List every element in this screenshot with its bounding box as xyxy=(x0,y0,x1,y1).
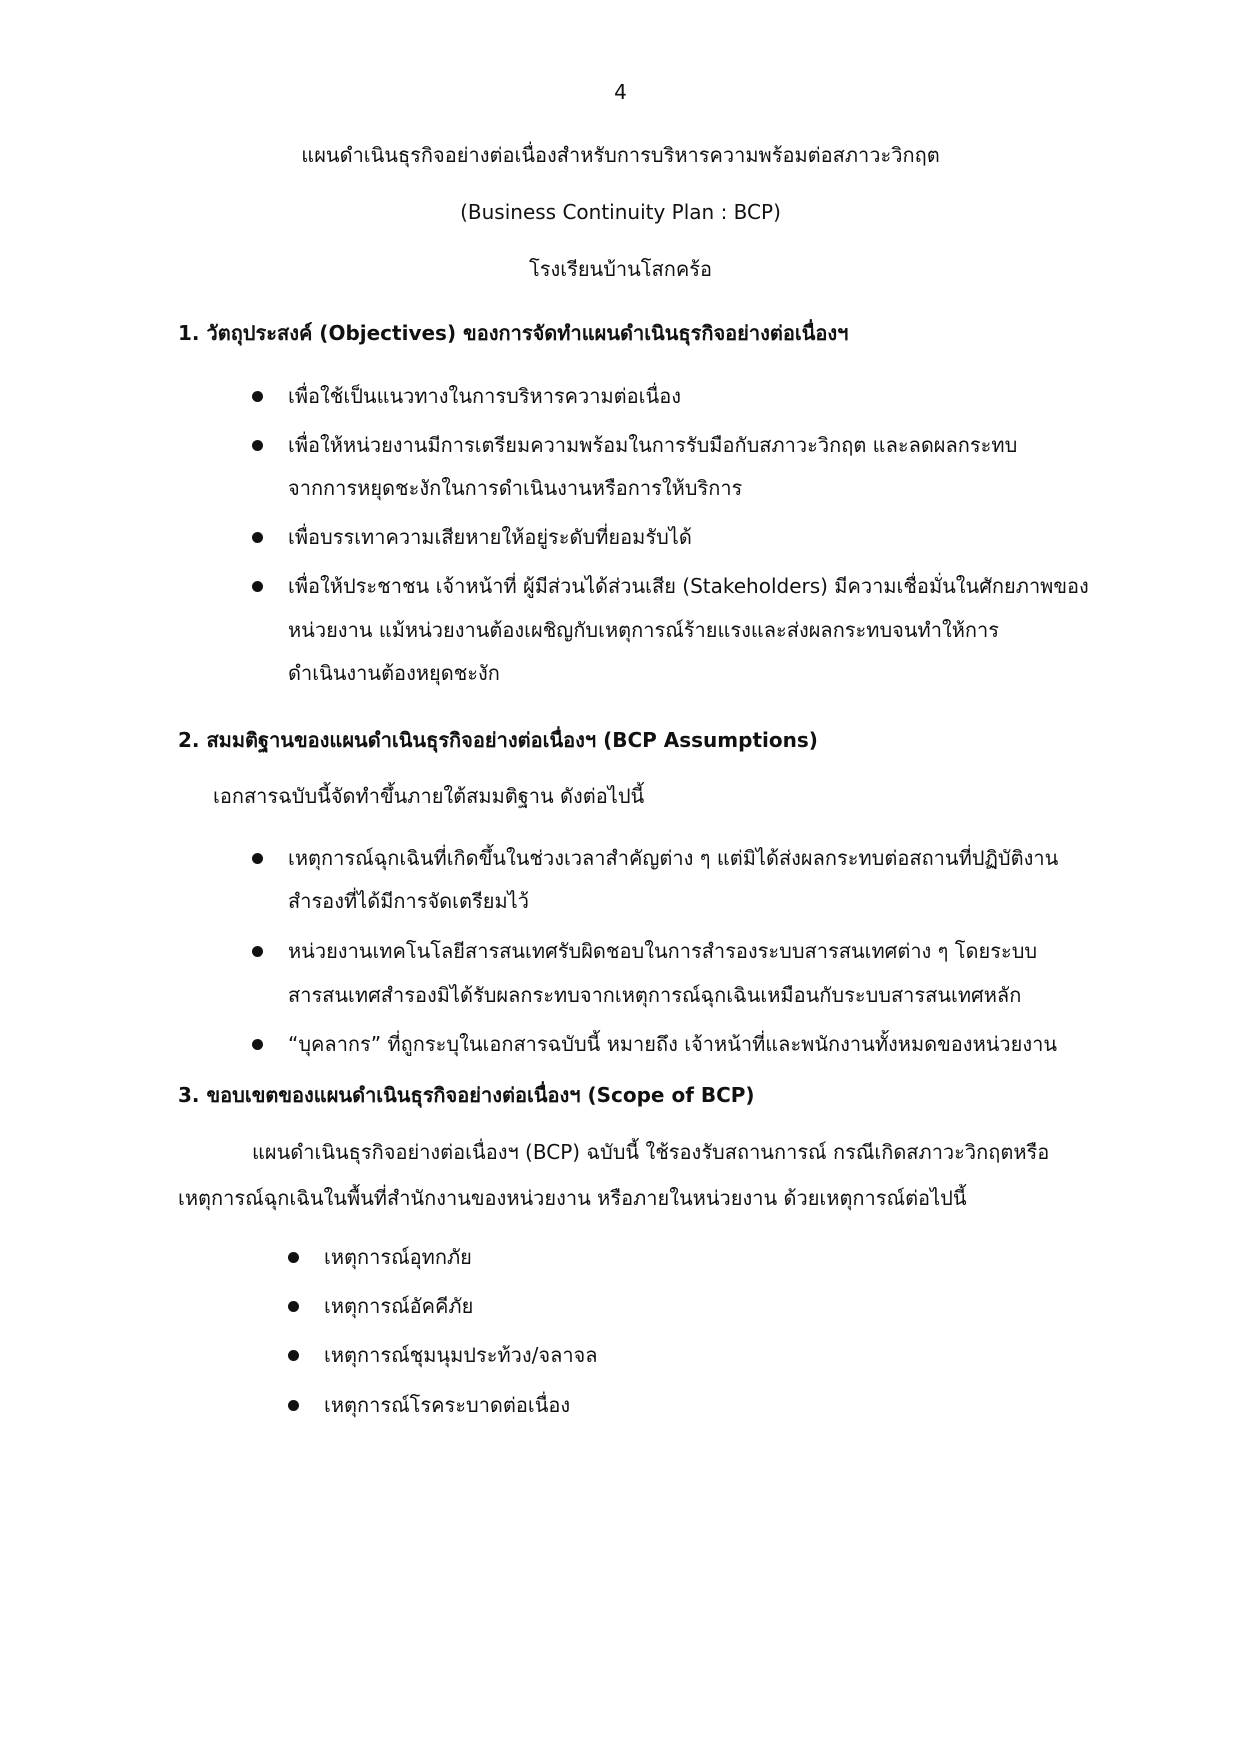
list-item-text: เพื่อให้หน่วยงานมีการเตรียมความพร้อมในการรับมือกับสภาวะวิกฤต และลดผลกระทบ xyxy=(288,433,1018,457)
list-item-text: เหตุการณ์ชุมนุมประท้วง/จลาจล xyxy=(324,1343,598,1367)
list-item-text: เหตุการณ์อัคคีภัย xyxy=(324,1294,474,1318)
list-item-text: สำรองที่ได้มีการจัดเตรียมไว้ xyxy=(288,889,529,913)
list-item-text: เหตุการณ์โรคระบาดต่อเนื่อง xyxy=(324,1393,571,1417)
list-item-text: เหตุการณ์ฉุกเฉินที่เกิดขึ้นในช่วงเวลาสำคัญต่าง ๆ แต่มิได้ส่งผลกระทบต่อสถานที่ปฏิบัติงาน xyxy=(288,846,1059,870)
bullet-icon xyxy=(288,1301,299,1312)
bullet-icon xyxy=(288,1400,299,1411)
list-item-text: หน่วยงาน แม้หน่วยงานต้องเผชิญกับเหตุการณ์ร้ายแรงและส่งผลกระทบจนทำให้การ xyxy=(288,618,999,642)
list-item-text: ดำเนินงานต้องหยุดชะงัก xyxy=(288,661,500,685)
bullet-icon xyxy=(252,853,263,864)
document-subtitle: (Business Continuity Plan : BCP) xyxy=(460,200,781,224)
section2-intro: เอกสารฉบับนี้จัดทำขึ้นภายใต้สมมติฐาน ดังต่อไปนี้ xyxy=(213,784,645,808)
bullet-icon xyxy=(288,1252,299,1263)
bullet-icon xyxy=(252,1039,263,1050)
bullet-icon xyxy=(252,581,263,592)
bullet-icon xyxy=(252,391,263,402)
list-item-text: เพื่อบรรเทาความเสียหายให้อยู่ระดับที่ยอมรับได้ xyxy=(288,525,692,549)
page-number: 4 xyxy=(614,80,627,104)
section3-paragraph-line: เหตุการณ์ฉุกเฉินในพื้นที่สำนักงานของหน่วยงาน หรือภายในหน่วยงาน ด้วยเหตุการณ์ต่อไปนี้ xyxy=(178,1186,967,1210)
document-title: แผนดำเนินธุรกิจอย่างต่อเนื่องสำหรับการบริหารความพร้อมต่อสภาวะวิกฤต xyxy=(301,143,940,167)
list-item-text: เพื่อให้ประชาชน เจ้าหน้าที่ ผู้มีส่วนได้ส่วนเสีย (Stakeholders) มีความเชื่อมั่นในศักยภาพของ xyxy=(288,574,1089,598)
list-item-text: จากการหยุดชะงักในการดำเนินงานหรือการให้บริการ xyxy=(288,476,743,500)
bullet-icon xyxy=(288,1350,299,1361)
list-item-text: เพื่อใช้เป็นแนวทางในการบริหารความต่อเนื่อง xyxy=(288,384,681,408)
section3-heading: 3. ขอบเขตของแผนดำเนินธุรกิจอย่างต่อเนื่องฯ (Scope of BCP) xyxy=(178,1083,755,1107)
list-item-text: สารสนเทศสำรองมิได้รับผลกระทบจากเหตุการณ์ฉุกเฉินเหมือนกับระบบสารสนเทศหลัก xyxy=(288,983,1022,1007)
section1-heading: 1. วัตถุประสงค์ (Objectives) ของการจัดทำแผนดำเนินธุรกิจอย่างต่อเนื่องฯ xyxy=(178,321,849,345)
bullet-icon xyxy=(252,532,263,543)
bullet-icon xyxy=(252,946,263,957)
school-name: โรงเรียนบ้านโสกคร้อ xyxy=(528,257,712,281)
list-item-text: เหตุการณ์อุทกภัย xyxy=(324,1245,472,1269)
section2-heading: 2. สมมติฐานของแผนดำเนินธุรกิจอย่างต่อเนื่องฯ (BCP Assumptions) xyxy=(178,728,818,752)
list-item-text: “บุคลากร” ที่ถูกระบุในเอกสารฉบับนี้ หมายถึง เจ้าหน้าที่และพนักงานทั้งหมดของหน่วยงาน xyxy=(288,1032,1058,1056)
section3-paragraph-line: แผนดำเนินธุรกิจอย่างต่อเนื่องฯ (BCP) ฉบับนี้ ใช้รองรับสถานการณ์ กรณีเกิดสภาวะวิกฤตหรือ xyxy=(252,1140,1050,1164)
list-item-text: หน่วยงานเทคโนโลยีสารสนเทศรับผิดชอบในการสำรองระบบสารสนเทศต่าง ๆ โดยระบบ xyxy=(288,939,1038,963)
bullet-icon xyxy=(252,440,263,451)
